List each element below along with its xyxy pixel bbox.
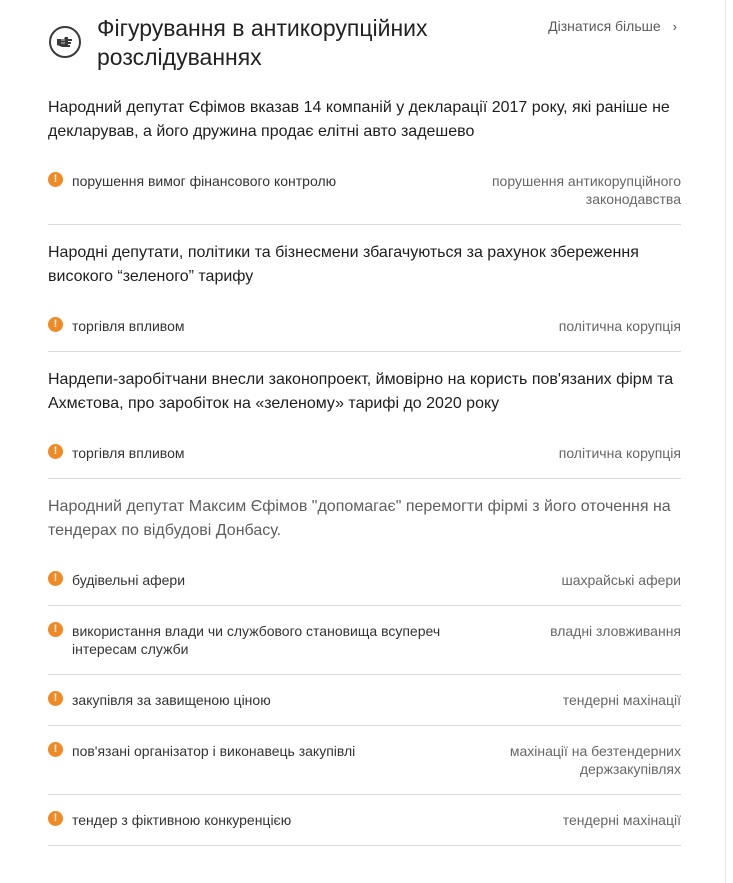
exclamation-icon: ! bbox=[48, 742, 63, 757]
case-item bbox=[48, 495, 681, 846]
violation-category: тендерні махінації bbox=[562, 692, 681, 708]
case-title-link[interactable]: Нардепи-заробітчани внесли законопроект, ймовірно на користь пов'язаних фірм та Ахмєтова, про заробіток на «зеленому» тарифі до 2020 року bbox=[48, 371, 674, 412]
exclamation-icon: ! bbox=[48, 444, 63, 459]
violation-list bbox=[48, 172, 681, 225]
cases-list bbox=[48, 96, 681, 862]
violation-row bbox=[48, 691, 681, 726]
case-title-link[interactable]: Народний депутат Максим Єфімов "допомагає" перемогти фірмі з його оточення на тендерах по відбудові Донбасу. bbox=[48, 498, 671, 539]
exclamation-icon: ! bbox=[48, 691, 63, 706]
chevron-right-icon: › bbox=[672, 18, 677, 34]
case-title-link[interactable]: Народний депутат Єфімов вказав 14 компаній у декларації 2017 року, які раніше не декларував, а його дружина продає елітні авто задешево bbox=[48, 99, 670, 140]
learn-more-label: Дізнатися більше bbox=[548, 18, 661, 34]
case-item bbox=[48, 241, 681, 352]
violation-row bbox=[48, 811, 681, 846]
violation-name: використання влади чи службового становища всупереч інтересам служби bbox=[72, 623, 441, 657]
violation-name: закупівля за завищеною ціною bbox=[72, 692, 271, 708]
case-title-link[interactable]: Народні депутати, політики та бізнесмени збагачуються за рахунок збереження високого “зеленого” тарифу bbox=[48, 244, 639, 285]
case-item bbox=[48, 96, 681, 225]
violation-name: торгівля впливом bbox=[72, 318, 185, 334]
violation-name: порушення вимог фінансового контролю bbox=[72, 173, 337, 189]
exclamation-icon: ! bbox=[48, 172, 63, 187]
section-title: Фігурування в антикорупційних розслідуваннях bbox=[97, 15, 428, 70]
violation-row bbox=[48, 172, 681, 225]
exclamation-icon: ! bbox=[48, 571, 63, 586]
violation-row bbox=[48, 742, 681, 795]
violation-category: махінації на безтендерних держзакупівлях bbox=[509, 743, 681, 777]
violation-row bbox=[48, 571, 681, 606]
exclamation-icon: ! bbox=[48, 622, 63, 637]
learn-more-link[interactable] bbox=[548, 18, 677, 34]
violation-category: владні зловживання bbox=[550, 623, 681, 639]
hand-icon bbox=[49, 26, 81, 58]
violation-name: тендер з фіктивною конкуренцією bbox=[72, 812, 292, 828]
violation-name: торгівля впливом bbox=[72, 445, 185, 461]
violation-category: тендерні махінації bbox=[562, 812, 681, 828]
exclamation-icon: ! bbox=[48, 317, 63, 332]
violation-list bbox=[48, 444, 681, 479]
violation-category: політична корупція bbox=[558, 318, 681, 334]
violation-category: політична корупція bbox=[558, 445, 681, 461]
violation-name: пов'язані організатор і виконавець закупівлі bbox=[72, 743, 356, 759]
violation-category: шахрайські афери bbox=[561, 572, 681, 588]
violation-category: порушення антикорупційного законодавства bbox=[491, 173, 681, 207]
violation-name: будівельні афери bbox=[72, 572, 186, 588]
violation-row bbox=[48, 622, 681, 675]
violation-list bbox=[48, 317, 681, 352]
violation-row bbox=[48, 444, 681, 479]
case-item bbox=[48, 368, 681, 479]
violation-list bbox=[48, 571, 681, 846]
exclamation-icon: ! bbox=[48, 811, 63, 826]
violation-row bbox=[48, 317, 681, 352]
